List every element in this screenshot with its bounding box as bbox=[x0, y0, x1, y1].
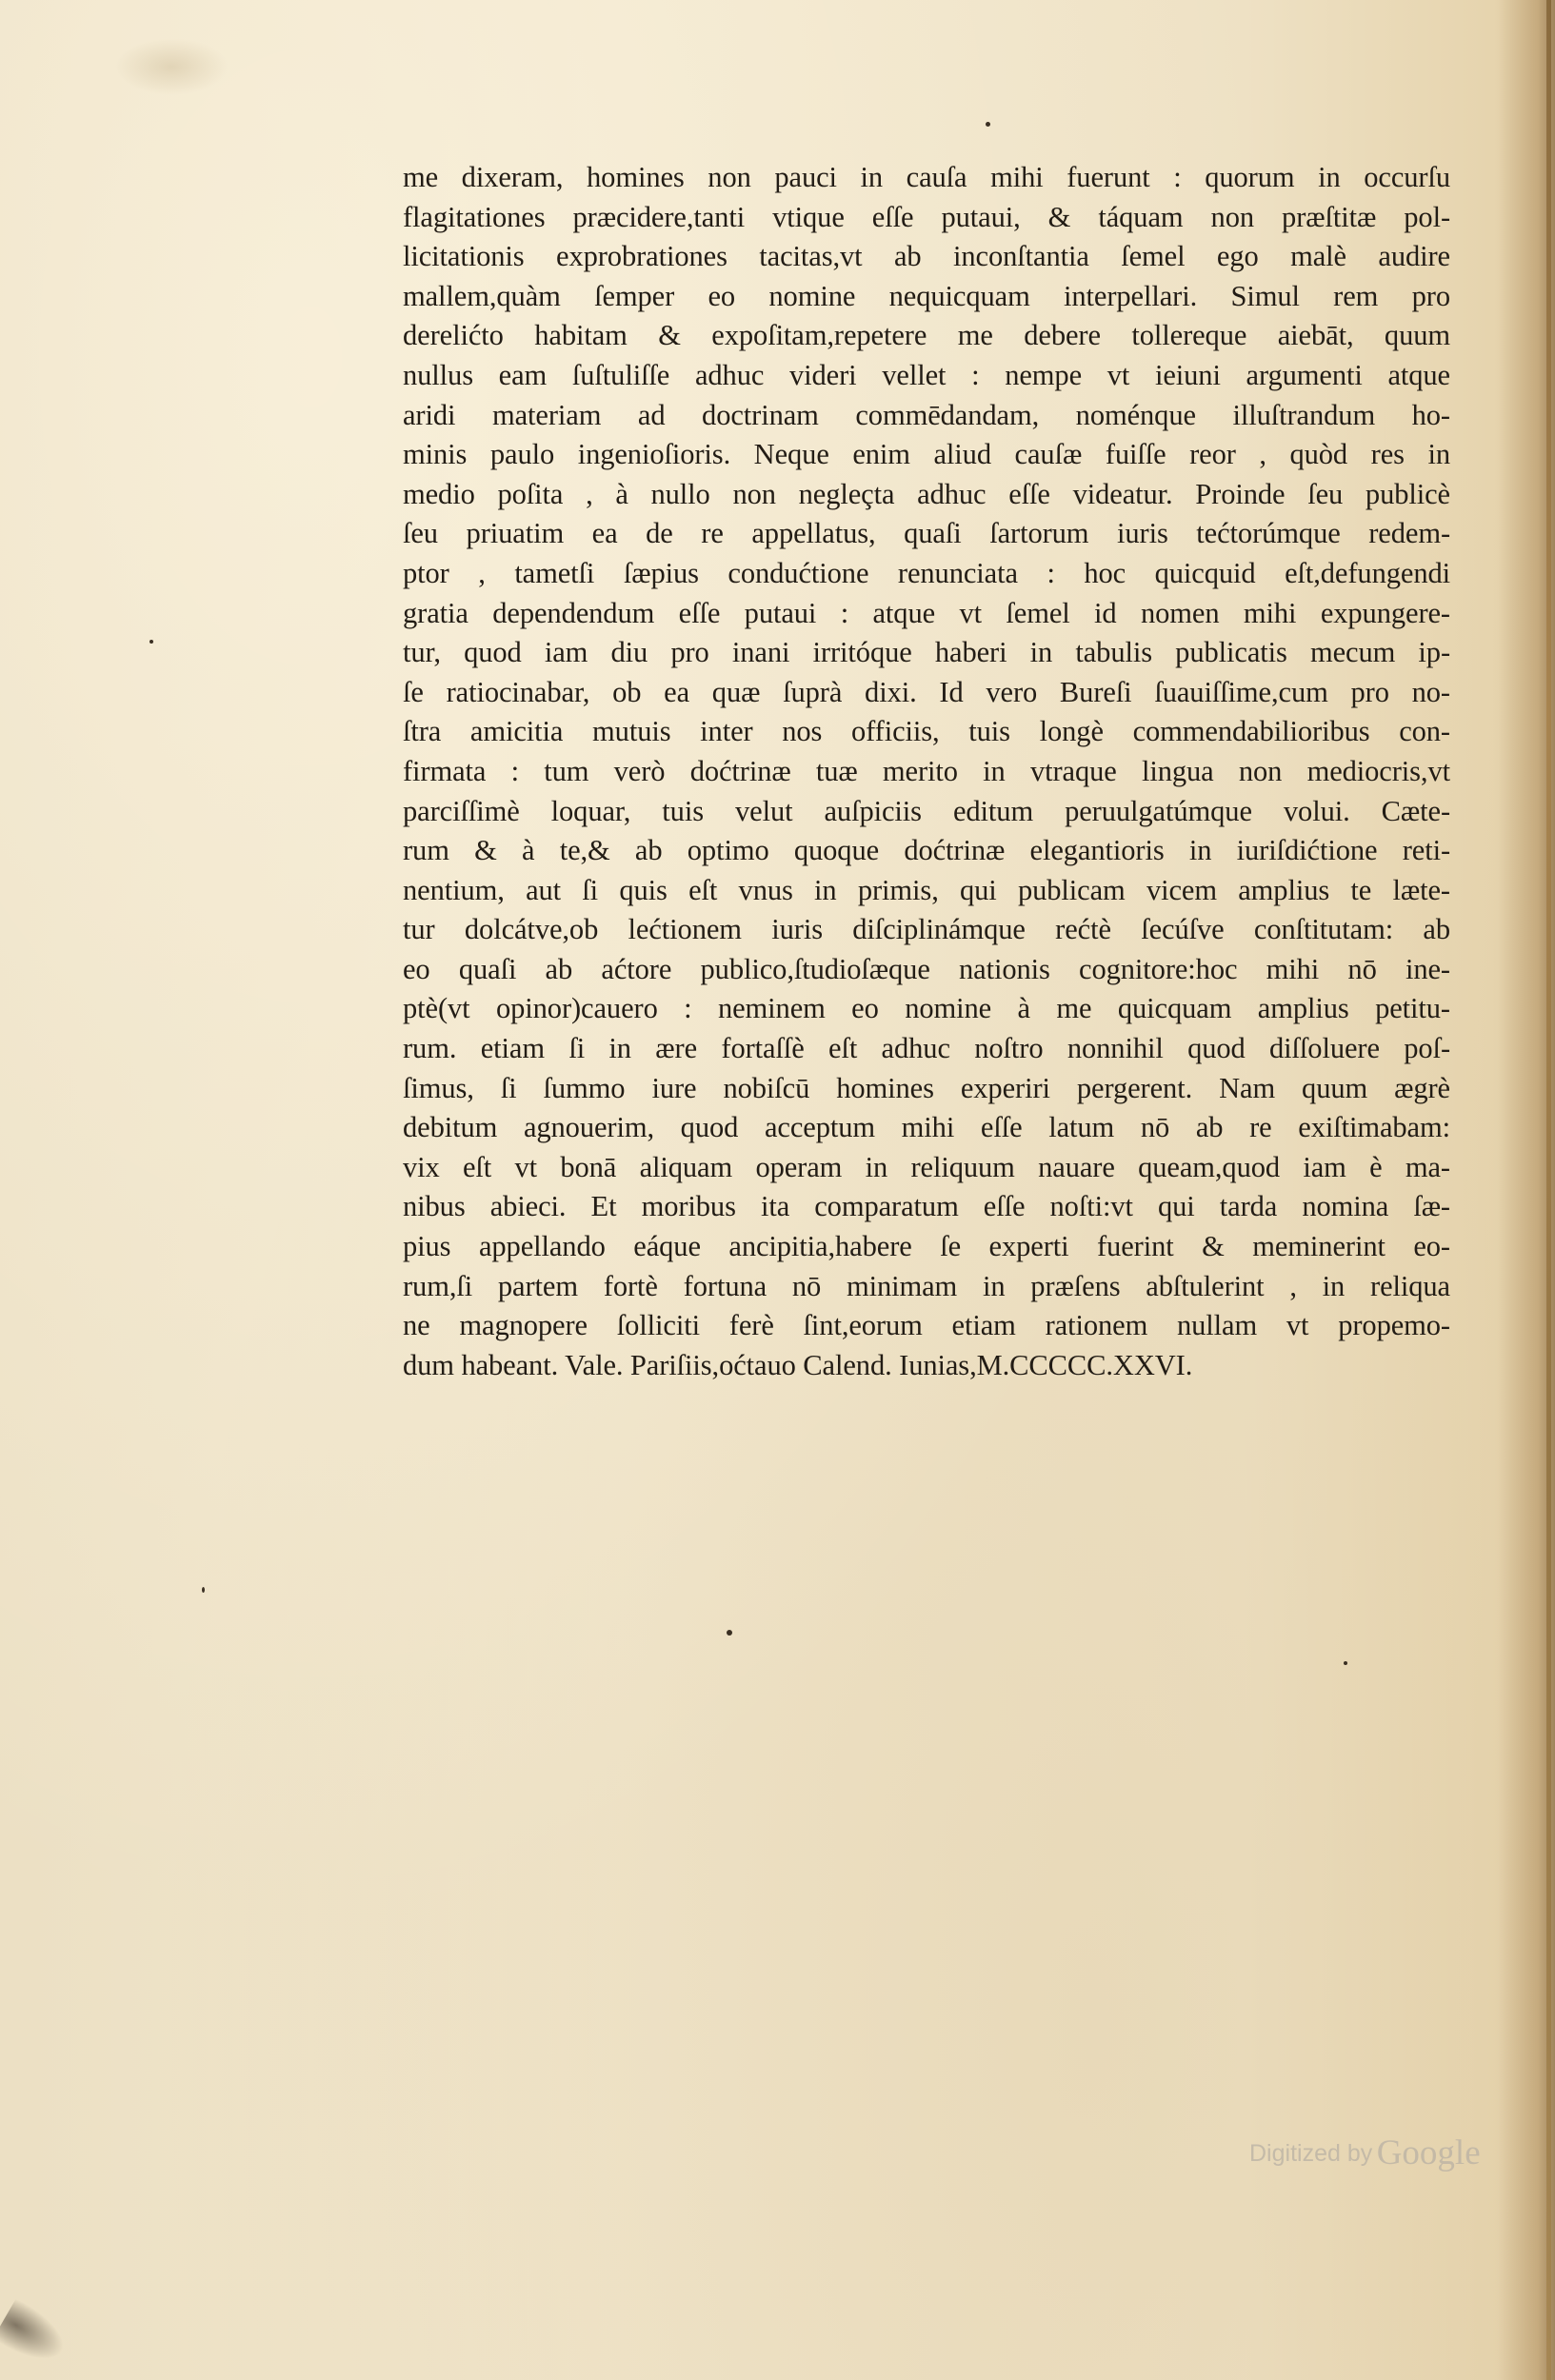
text-line: tur, quod iam diu pro inani irritóque haberi in tabulis publicatis mecum ip- bbox=[403, 636, 1450, 669]
closing-line: dum habeant. Vale. Pariſiis,oćtauo Calend. Iunias,M.CCCCC.XXVI. bbox=[403, 1348, 1193, 1381]
text-line: ne magnopere ſolliciti ferè ſint,eorum etiam rationem nullam vt propemo- bbox=[403, 1309, 1450, 1342]
text-line: flagitationes præcidere,tanti vtique eſſe putaui, & táquam non præſtitæ pol- bbox=[403, 200, 1450, 233]
text-line: ſeu priuatim ea de re appellatus, quaſi ſartorum iuris tećtorúmque redem- bbox=[403, 517, 1450, 550]
text-line: minis paulo ingenioſioris. Neque enim aliud cauſæ fuiſſe reor , quòd res in bbox=[403, 438, 1450, 471]
ink-speck bbox=[986, 122, 990, 127]
text-line: eo quaſi ab aćtore publico,ſtudioſæque nationis cognitore:hoc mihi nō ine- bbox=[403, 952, 1450, 985]
text-line: rum & à te,& ab optimo quoque doćtrinæ elegantioris in iuriſdićtione reti- bbox=[403, 834, 1450, 867]
body-text-block bbox=[403, 158, 1450, 1385]
text-line: me dixeram, homines non pauci in cauſa mihi fuerunt : quorum in occurſu bbox=[403, 161, 1450, 193]
text-line: rum,ſi partem fortè fortuna nō minimam in præſens abſtulerint , in reliqua bbox=[403, 1269, 1450, 1302]
text-line: ſimus, ſi ſummo iure nobiſcū homines experiri pergerent. Nam quum ægrè bbox=[403, 1071, 1450, 1104]
text-line: parciſſimè loquar, tuis velut auſpiciis editum peruulgatúmque volui. Cæte- bbox=[403, 794, 1450, 827]
text-line: mallem,quàm ſemper eo nomine nequicquam interpellari. Simul rem pro bbox=[403, 279, 1450, 312]
watermark-prefix: Digitized by bbox=[1249, 2140, 1373, 2167]
text-line: rum. etiam ſi in ære fortaſſè eſt adhuc noſtro nonnihil quod diſſoluere poſ- bbox=[403, 1032, 1450, 1065]
text-line: gratia dependendum eſſe putaui : atque vt ſemel id nomen mihi expungere- bbox=[403, 596, 1450, 629]
text-line: licitationis exprobrationes tacitas,vt ab inconſtantia ſemel ego malè audire bbox=[403, 240, 1450, 273]
text-line: derelićto habitam & expoſitam,repetere me debere tollereque aiebāt, quum bbox=[403, 319, 1450, 352]
digitization-watermark bbox=[1249, 2132, 1481, 2173]
text-line: debitum agnouerim, quod acceptum mihi eſſe latum nō ab re exiſtimabam: bbox=[403, 1111, 1450, 1144]
text-line: nibus abieci. Et moribus ita comparatum eſſe noſti:vt qui tarda nomina ſæ- bbox=[403, 1190, 1450, 1223]
corner-smudge bbox=[0, 2298, 74, 2372]
text-line: ptor , tametſi ſæpius condućtione renunciata : hoc quicquid eſt,defungendi bbox=[403, 556, 1450, 589]
text-line: ptè(vt opinor)cauero : neminem eo nomine à me quicquam amplius petitu- bbox=[403, 992, 1450, 1025]
text-line: nentium, aut ſi quis eſt vnus in primis, qui publicam vicem amplius te læte- bbox=[403, 873, 1450, 906]
text-line: nullus eam ſuſtuliſſe adhuc videri vellet : nempe vt ieiuni argumenti atque bbox=[403, 358, 1450, 391]
paper-stain bbox=[114, 38, 229, 95]
text-line: aridi materiam ad doctrinam commēdandam, noménque illuſtrandum ho- bbox=[403, 398, 1450, 431]
ink-speck bbox=[202, 1587, 205, 1593]
text-line: firmata : tum verò doćtrinæ tuæ merito in vtraque lingua non mediocris,vt bbox=[403, 754, 1450, 787]
text-line: ſtra amicitia mutuis inter nos officiis, tuis longè commendabilioribus con- bbox=[403, 715, 1450, 748]
ink-speck bbox=[150, 640, 153, 644]
show-through-bleed bbox=[400, 1418, 1428, 1866]
text-line: vix eſt vt bonā aliquam operam in reliquum nauare queam,quod iam è ma- bbox=[403, 1150, 1450, 1183]
text-line: medio poſita , à nullo non negleçta adhuc eſſe videatur. Proinde ſeu publicè bbox=[403, 477, 1450, 510]
text-line: tur dolcátve,ob lećtionem iuris diſciplinámque rećtè ſecúſve conſtitutam: ab bbox=[403, 913, 1450, 946]
text-line: pius appellando eáque ancipitia,habere ſe experti fuerint & meminerint eo- bbox=[403, 1230, 1450, 1263]
text-line: ſe ratiocinabar, ob ea quæ ſuprà dixi. Id vero Bureſi ſuauiſſime,cum pro no- bbox=[403, 675, 1450, 708]
binding-edge bbox=[1546, 0, 1551, 2380]
google-logo: Google bbox=[1376, 2133, 1481, 2172]
